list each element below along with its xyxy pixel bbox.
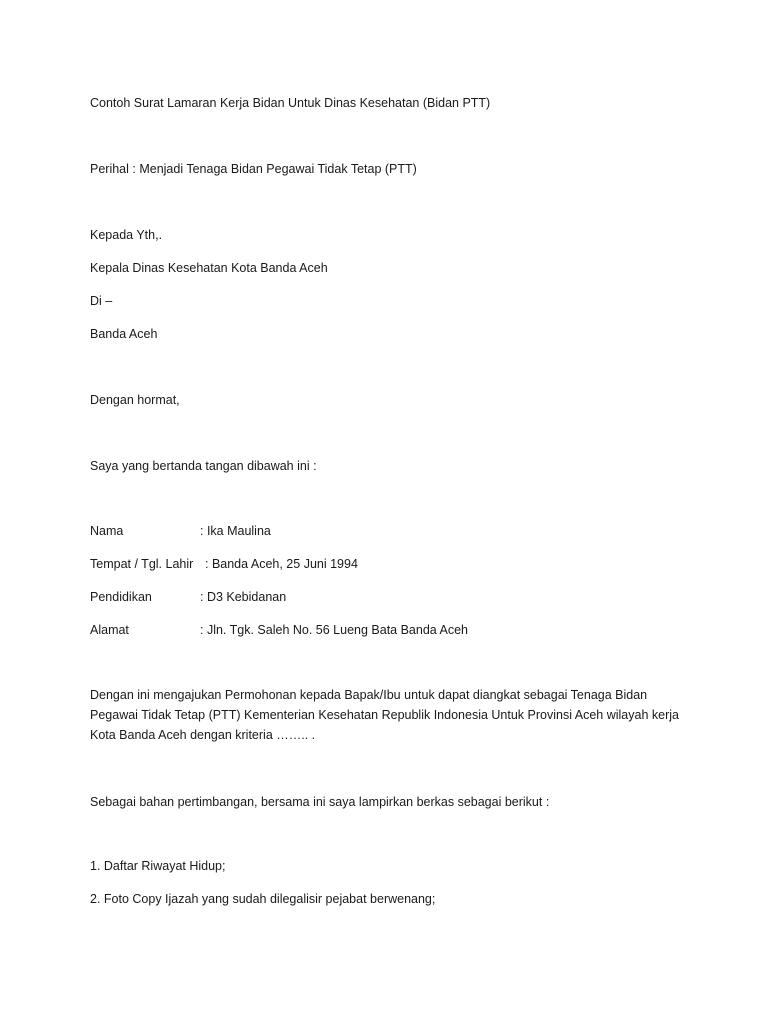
intro-text: Saya yang bertanda tangan dibawah ini : [90, 459, 317, 473]
field-value-nama: : Ika Maulina [200, 524, 271, 538]
field-label-pendidikan: Pendidikan [90, 590, 152, 604]
request-paragraph: Dengan ini mengajukan Permohonan kepada Bapak/Ibu untuk dapat diangkat sebagai Tenaga Bidan Pegawai Tidak Tetap (PTT) Kementerian Kesehatan Republik Indonesia Untuk Provinsi Aceh wilayah kerja Kota Banda Aceh dengan kriteria …….. . [90, 688, 679, 742]
greeting: Dengan hormat, [90, 393, 180, 407]
recipient-di: Di – [90, 294, 113, 308]
letter-title: Contoh Surat Lamaran Kerja Bidan Untuk Dinas Kesehatan (Bidan PTT) [90, 96, 491, 110]
field-value-pendidikan: : D3 Kebidanan [200, 590, 287, 604]
list-item: 2. Foto Copy Ijazah yang sudah dilegalisir pejabat berwenang; [90, 892, 436, 906]
field-label-alamat: Alamat [90, 623, 129, 637]
list-item: 1. Daftar Riwayat Hidup; [90, 859, 226, 873]
field-value-alamat: : Jln. Tgk. Saleh No. 56 Lueng Bata Banda Aceh [200, 623, 469, 637]
letter-subject: Perihal : Menjadi Tenaga Bidan Pegawai Tidak Tetap (PTT) [90, 162, 417, 176]
recipient-city: Banda Aceh [90, 327, 158, 341]
field-label-nama: Nama [90, 524, 124, 538]
field-label-ttl: Tempat / Tgl. Lahir [90, 557, 194, 571]
recipient-name: Kepala Dinas Kesehatan Kota Banda Aceh [90, 261, 328, 275]
field-value-ttl: : Banda Aceh, 25 Juni 1994 [205, 557, 358, 571]
recipient-salutation: Kepada Yth,. [90, 228, 163, 242]
attachments-intro: Sebagai bahan pertimbangan, bersama ini saya lampirkan berkas sebagai berikut : [90, 795, 550, 809]
